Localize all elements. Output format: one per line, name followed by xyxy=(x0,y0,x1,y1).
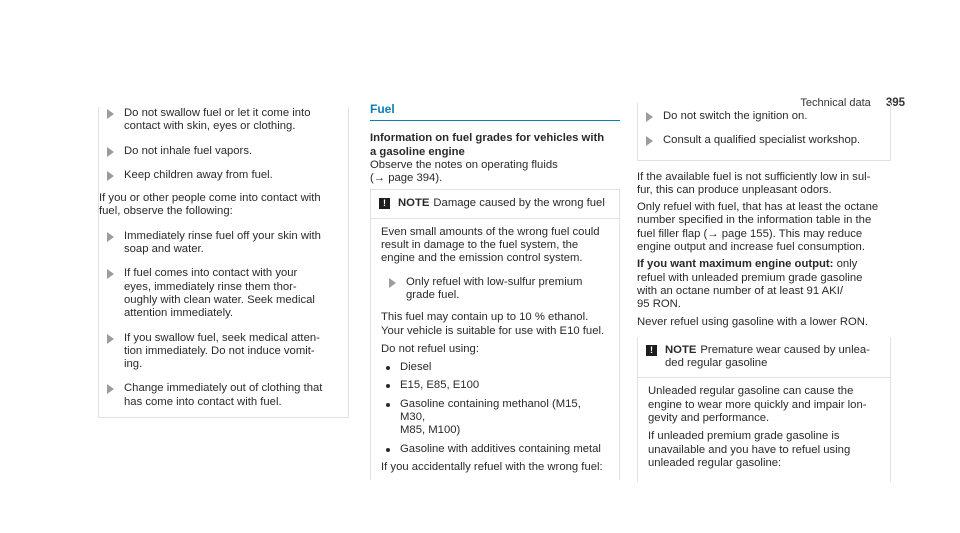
section-title: Fuel xyxy=(370,103,620,121)
note-heading xyxy=(665,344,870,371)
list-item-text: Only refuel with low-sulfur premium grade fuel. xyxy=(406,275,583,301)
paragraph: If you or other people come into contact with fuel, observe the following: xyxy=(99,192,321,218)
list-item-text: If you swallow fuel, seek medical atten- tion immediately. Do not induce vomit- ing. xyxy=(124,331,320,371)
arrow-bullet-icon xyxy=(107,171,114,181)
list-item-text: E15, E85, E100 xyxy=(400,379,480,392)
list-item-text: If fuel comes into contact with your eyes, immediately rinse them thor- oughly with clean water. Seek medical attention immediately. xyxy=(124,267,315,320)
paragraph xyxy=(637,258,891,311)
paragraph: This fuel may contain up to 10 % ethanol. Your vehicle is suitable for use with E10 fuel. xyxy=(381,311,605,337)
note-title: Damage caused by the wrong fuel xyxy=(433,197,605,210)
arrow-bullet-icon xyxy=(107,334,114,344)
list-item-text: Gasoline containing methanol (M15, M30, M85, M100) xyxy=(400,397,581,437)
note-title: Premature wear caused by unlea- ded regular gasoline xyxy=(665,343,870,370)
note-box xyxy=(370,189,620,480)
note-body xyxy=(371,219,619,474)
subheading: Information on fuel grades for vehicles with a gasoline engine xyxy=(370,132,605,158)
paragraph: Unleaded regular gasoline can cause the engine to wear more quickly and impair lon- gevity and performance. xyxy=(648,385,867,425)
list-item-text: Do not inhale fuel vapors. xyxy=(124,144,253,157)
arrow-bullet-icon xyxy=(107,232,114,242)
page-number: 395 xyxy=(885,97,905,109)
list-item xyxy=(381,361,609,374)
list-item-text: Diesel xyxy=(400,361,432,374)
list-item-text: Change immediately out of clothing that has come into contact with fuel. xyxy=(124,382,323,408)
note-label: NOTE xyxy=(665,343,697,356)
section-running-title: Technical data xyxy=(800,97,871,109)
arrow-bullet-icon xyxy=(107,109,114,119)
list-item xyxy=(381,443,609,456)
paragraph: Only refuel with fuel, that has at least the octane number specified in the information table in the fuel filler flap (→ page 155). This may reduce engine output and increase fuel consumption. xyxy=(637,201,879,254)
list-item-text: Do not swallow fuel or let it come into contact with skin, eyes or clothing. xyxy=(124,107,311,133)
list-item xyxy=(99,382,348,409)
note-header xyxy=(638,337,890,379)
paragraph: Do not refuel using: xyxy=(381,342,479,355)
list-item xyxy=(381,276,609,303)
warning-box-continued xyxy=(98,107,349,418)
arrow-bullet-icon xyxy=(646,112,653,122)
list-item xyxy=(99,332,348,372)
list-item xyxy=(381,379,609,392)
list-item-text: Gasoline with additives containing metal xyxy=(400,442,601,455)
warning-icon: ! xyxy=(379,198,390,209)
paragraph: Never refuel using gasoline with a lower RON. xyxy=(637,315,869,328)
list-item xyxy=(638,110,890,123)
bullet-dot-icon xyxy=(386,366,390,370)
paragraph: Observe the notes on operating fluids (→ page 394). xyxy=(370,158,558,185)
warning-icon: ! xyxy=(646,345,657,356)
note-label: NOTE xyxy=(398,197,430,210)
column-left xyxy=(98,103,349,418)
list-item-text: Keep children away from fuel. xyxy=(124,168,273,181)
arrow-bullet-icon xyxy=(107,147,114,157)
list-item xyxy=(99,107,348,134)
arrow-bullet-icon xyxy=(107,269,114,279)
list-item xyxy=(99,169,348,182)
column-right xyxy=(637,103,891,482)
arrow-bullet-icon xyxy=(389,278,396,288)
list-item xyxy=(381,398,609,438)
paragraph: If unleaded premium grade gasoline is unavailable and you have to refuel using unleaded regular gasoline: xyxy=(648,430,851,469)
note-header xyxy=(371,189,619,218)
list-item-text: Do not switch the ignition on. xyxy=(663,110,808,122)
bullet-dot-icon xyxy=(386,448,390,452)
list-item xyxy=(99,230,348,257)
paragraph: Even small amounts of the wrong fuel could result in damage to the fuel system, the engine and the emission control system. xyxy=(381,225,600,265)
bullet-dot-icon xyxy=(386,384,390,388)
paragraph: If you accidentally refuel with the wrong fuel: xyxy=(381,460,603,473)
arrow-bullet-icon xyxy=(107,384,114,394)
note-box-continued xyxy=(637,103,891,161)
arrow-bullet-icon xyxy=(646,136,653,146)
note-box xyxy=(637,337,891,482)
note-body xyxy=(638,378,890,482)
column-middle xyxy=(370,103,620,480)
list-item xyxy=(99,267,348,320)
emphasis-text: If you want maximum engine output: xyxy=(637,258,834,271)
list-item-text: Consult a qualified specialist workshop. xyxy=(663,134,861,147)
list-item xyxy=(99,145,348,158)
bullet-dot-icon xyxy=(386,403,390,407)
list-item-text: Immediately rinse fuel off your skin with soap and water. xyxy=(124,229,321,256)
note-heading xyxy=(398,197,605,210)
list-item xyxy=(638,134,890,147)
paragraph: If the available fuel is not sufficiently low in sul- fur, this can produce unpleasant odors. xyxy=(637,170,871,196)
paragraph-text: only refuel with unleaded premium grade gasoline with an octane number of at least 91 AKI/ 95 RON. xyxy=(637,258,863,311)
